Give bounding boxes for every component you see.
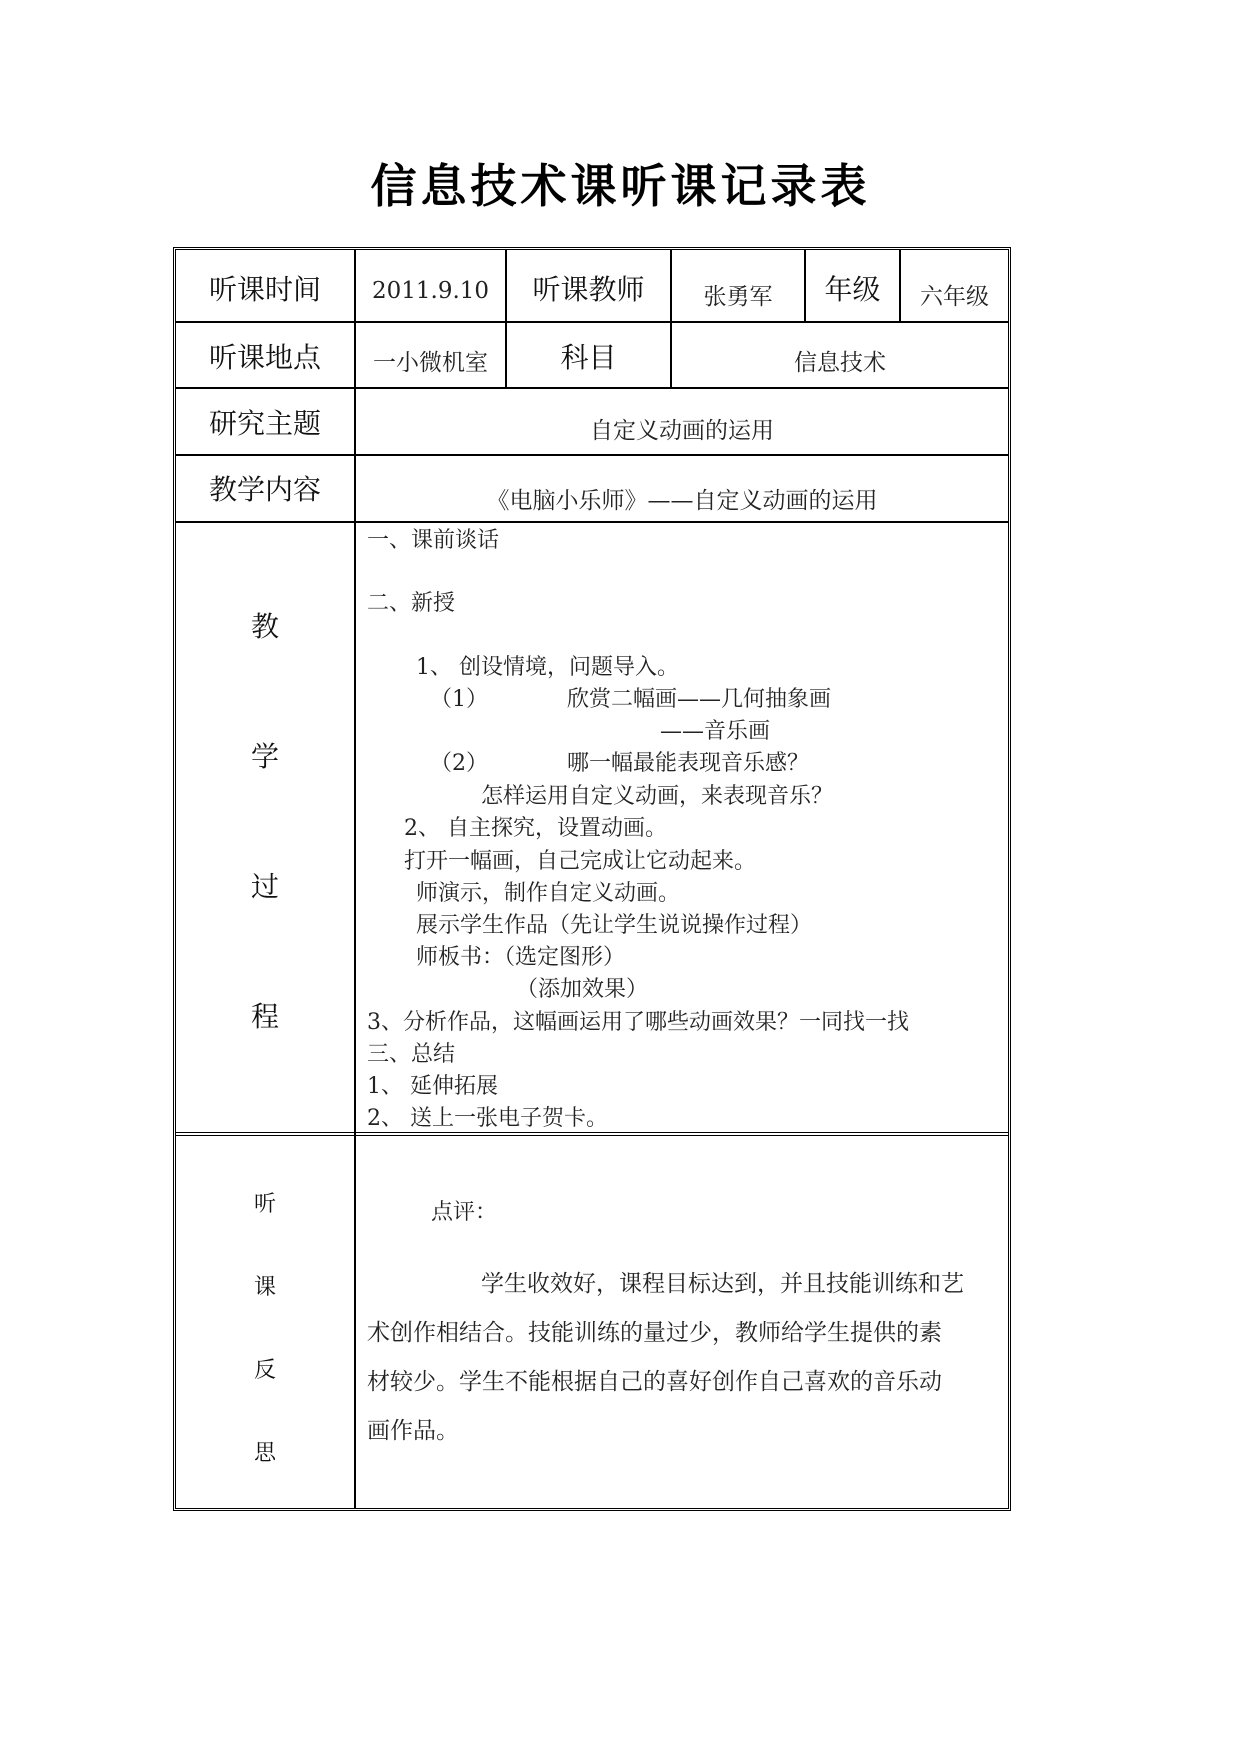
process-line: （添加效果）: [516, 977, 649, 1002]
topic-value: 自定义动画的运用: [590, 418, 774, 444]
subject-value: 信息技术: [794, 350, 886, 376]
place-label: 听课地点: [208, 341, 321, 374]
place-value: 一小微机室: [373, 350, 488, 376]
grade-value: 六年级: [920, 284, 989, 310]
process-line: 一、课前谈话: [367, 528, 500, 553]
row-divider: [176, 454, 1008, 456]
reflection-line: 学生收效好，课程目标达到，并且技能训练和艺: [481, 1271, 964, 1297]
process-line: 怎样运用自定义动画，来表现音乐？: [481, 784, 834, 809]
process-line: 打开一幅画，自己完成让它动起来。: [404, 849, 757, 874]
row-divider: [176, 321, 1008, 323]
process-line: 2、 自主探究，设置动画。: [404, 816, 667, 841]
process-line: （1）: [430, 687, 488, 712]
process-line: 1、 延伸拓展: [367, 1074, 498, 1099]
process-line: 1、 创设情境，问题导入。: [416, 655, 679, 680]
reflection-label-char: 反: [253, 1358, 276, 1383]
record-table: [173, 247, 1011, 1511]
time-label: 听课时间: [208, 273, 321, 306]
reflection-line: 画作品。: [367, 1418, 459, 1444]
reflection-line: 材较少。学生不能根据自己的喜好创作自己喜欢的音乐动: [367, 1369, 942, 1395]
grade-label: 年级: [824, 273, 881, 306]
reflection-line: 术创作相结合。技能训练的量过少，教师给学生提供的素: [367, 1320, 942, 1346]
process-label-char: 教: [250, 610, 279, 643]
process-line: （2）: [430, 751, 488, 776]
process-line: 3、分析作品，这幅画运用了哪些动画效果？一同找一找: [367, 1010, 909, 1035]
process-line: 师演示，制作自定义动画。: [416, 881, 681, 906]
time-value: 2011.9.10: [371, 278, 490, 304]
process-line: 2、 送上一张电子贺卡。: [367, 1106, 608, 1131]
row-divider: [176, 1132, 1008, 1136]
process-line: 哪一幅最能表现音乐感？: [567, 751, 810, 776]
process-line: ——音乐画: [660, 719, 771, 744]
process-line: 师板书：（选定图形）: [416, 945, 626, 970]
process-line: 三、总结: [367, 1042, 456, 1067]
process-line: 欣赏二幅画——几何抽象画: [567, 687, 832, 712]
process-label-char: 程: [250, 1000, 279, 1033]
process-label-char: 学: [250, 740, 279, 773]
process-label-char: 过: [250, 870, 279, 903]
reflection-heading: 点评：: [431, 1200, 498, 1225]
topic-label: 研究主题: [208, 407, 321, 440]
content-value: 《电脑小乐师》——自定义动画的运用: [486, 488, 878, 514]
subject-label: 科目: [560, 341, 617, 374]
row-divider: [176, 387, 1008, 389]
teacher-value: 张勇军: [703, 284, 773, 310]
row-divider: [176, 521, 1008, 523]
process-line: 二、新授: [367, 591, 456, 616]
reflection-label-char: 听: [253, 1192, 276, 1217]
page-title: 信息技术课听课记录表: [370, 159, 871, 213]
content-label: 教学内容: [208, 473, 321, 506]
teacher-label: 听课教师: [532, 273, 645, 306]
reflection-label-char: 课: [253, 1275, 276, 1300]
process-line: 展示学生作品（先让学生说说操作过程）: [416, 913, 813, 938]
reflection-label-char: 思: [253, 1441, 276, 1466]
